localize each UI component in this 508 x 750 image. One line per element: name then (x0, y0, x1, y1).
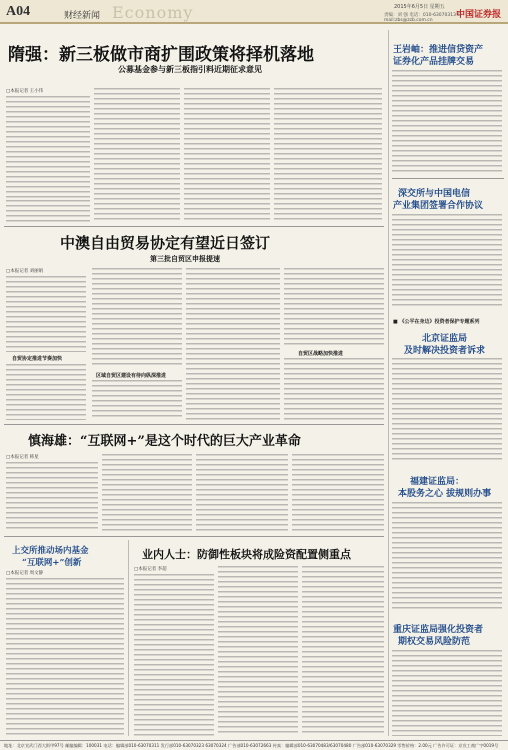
board-byline: □本报记者 李超 (134, 567, 167, 572)
right-body-4 (392, 502, 502, 612)
right-h1-line1: 王岩岫：推进信贷资产 (393, 45, 484, 55)
ftz-section-a: 自贸协定推进节奏加快 (12, 356, 63, 362)
internet-body-3 (196, 454, 288, 532)
lead-byline: □本报记者 王小伟 (6, 89, 44, 94)
right-body-3 (392, 358, 502, 462)
right-h2-line1: 深交所与中国电信 (398, 189, 471, 199)
board-body-2 (218, 566, 298, 736)
right-h1-line2: 证券化产品挂牌交易 (393, 57, 475, 67)
section-watermark: Economy (112, 3, 194, 22)
internet-headline: 慎海雄：“互联网+”是这个时代的巨大产业革命 (28, 434, 301, 449)
internet-body-1 (6, 462, 98, 532)
ftz-body-4b (284, 358, 384, 420)
fund-byline: □本报记者 周文静 (6, 571, 44, 576)
board-body-3 (302, 566, 384, 736)
lead-body-col-3 (184, 88, 270, 222)
lead-body-col-1 (6, 96, 90, 200)
internet-byline: □本报记者 韩星 (6, 455, 39, 460)
fund-headline-line2: “互联网+”创新 (22, 558, 82, 568)
right-h5-line1: 重庆证监局强化投资者 (393, 625, 484, 635)
right-body-2 (392, 214, 502, 306)
right-h4-line1: 福建证监局： (410, 477, 465, 487)
ftz-body-2b (92, 380, 182, 420)
right-divider-1 (392, 178, 504, 179)
internet-body-4 (292, 454, 384, 532)
lead-subhead: 公募基金参与新三板指引料近期征求意见 (118, 65, 262, 74)
internet-body-2 (102, 454, 192, 532)
right-h3-line1: 北京证监局 (422, 334, 468, 344)
ftz-section-b: 区域自贸区建设有待向纵深推进 (96, 373, 167, 379)
ftz-byline: □本报记者 刘丽娟 (6, 269, 44, 274)
ftz-body-1b (6, 364, 86, 420)
lead-body-col-2 (94, 88, 180, 222)
fund-body (6, 578, 124, 736)
editor-line: 责编：刘 强 电话：010-63070313 E-mail:zbs@zzb.com.cn (384, 13, 462, 23)
right-h2-line2: 产业集团签署合作协议 (393, 201, 484, 211)
page-number: A04 (6, 4, 31, 19)
ftz-body-1 (6, 276, 86, 352)
fund-headline-line1: 上交所推动场内基金 (12, 546, 89, 556)
divider-internet (4, 536, 384, 537)
footer-info: 地址：北京宣武门西大街甲97号 邮编编辑：100031 电话：编辑部010-63070311 发行部010-63070323 63070324 广告部010-63072663 传真：编辑部010-63070483/63070480 广告部010-63070329 零售价格：2.00元 广告许可证：京宣工商广字0019号 (0, 740, 508, 750)
ftz-body-4 (284, 268, 384, 346)
issue-date: 2015年6月5日 星期五 (394, 4, 445, 10)
right-series-note: ■ 《公平在身边》投资者保护专题系列 (393, 319, 480, 325)
ftz-subhead: 第三批自贸区申报提速 (150, 255, 220, 263)
right-body-5 (392, 650, 502, 736)
right-column-rule (388, 30, 389, 736)
divider-lead (4, 226, 384, 227)
ftz-body-3 (186, 268, 280, 420)
board-body-1 (134, 574, 214, 736)
right-h4-line2: 本股务之心 拔规则办事 (398, 489, 492, 499)
board-headline: 业内人士：防御性板块将成险资配置侧重点 (142, 548, 351, 561)
fund-column-rule (128, 540, 129, 736)
lead-body-col-1b (6, 200, 90, 222)
right-h3-line2: 及时解决投资者诉求 (404, 346, 486, 356)
ftz-headline: 中澳自由贸易协定有望近日签订 (60, 234, 271, 252)
ftz-body-2 (92, 268, 182, 368)
lead-headline: 隋强：新三板做市商扩围政策将择机落地 (8, 45, 314, 65)
right-body-1 (392, 70, 502, 174)
lead-body-col-4 (274, 88, 382, 222)
divider-ftz (4, 424, 384, 425)
paper-name: 中国证券报 (456, 10, 502, 20)
right-h5-line2: 期权交易风险防范 (398, 637, 471, 647)
section-label: 财经新闻 (64, 11, 101, 21)
ftz-section-c: 自贸区战略加快推进 (298, 351, 344, 357)
